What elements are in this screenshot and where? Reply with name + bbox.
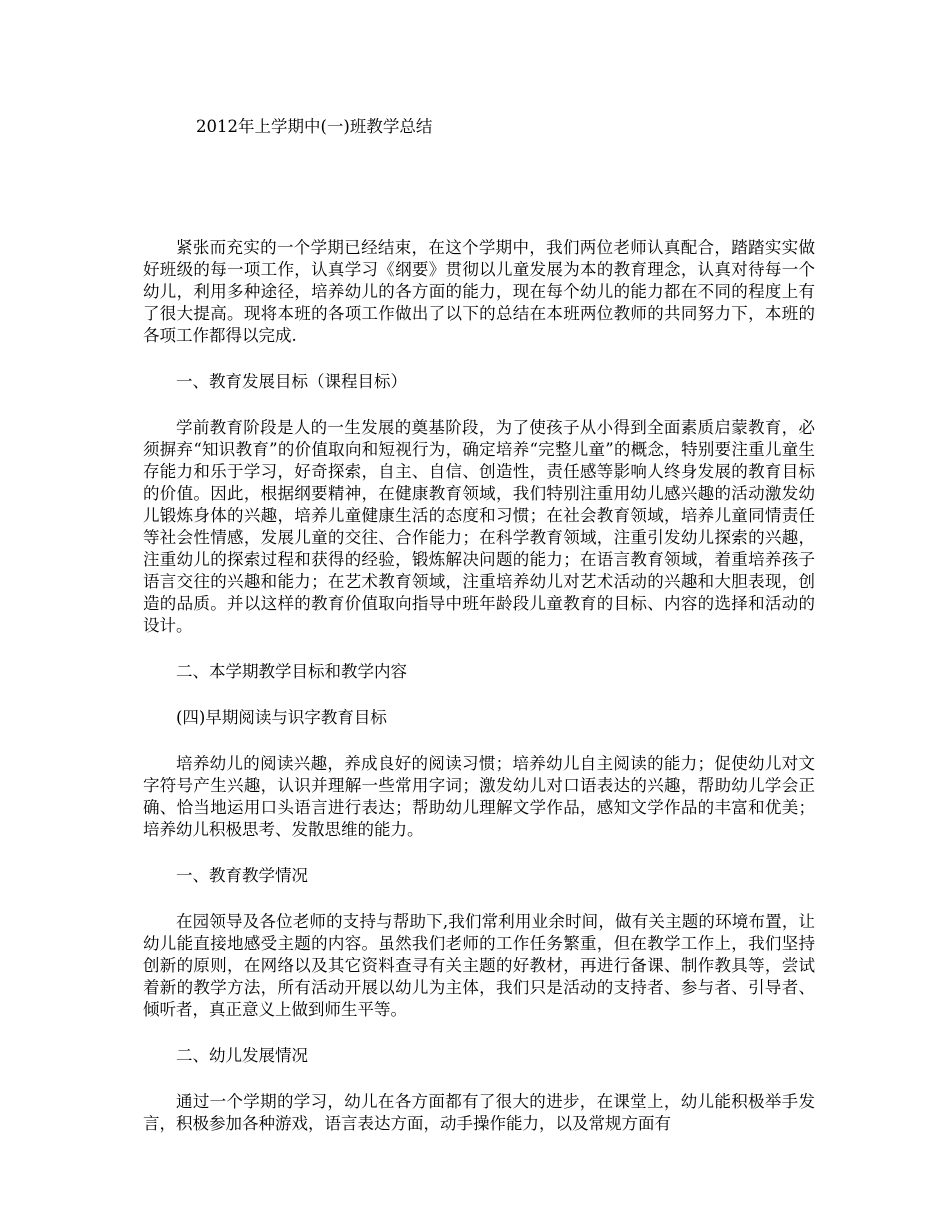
education-goals-paragraph: 学前教育阶段是人的一生发展的奠基阶段，为了使孩子从小得到全面素质启蒙教育，必须摒弃“知识教育”的价值取向和短视行为，确定培养“完整儿童”的概念，特别要注重儿童生存能力和乐于学习，好奇探索，自主、自信、创造性，责任感等影响人终身发展的教育目标的价值。因此，根据纲要精神，在健康教育领域，我们特别注重用幼儿感兴趣的活动激发幼儿锻炼身体的兴趣，培养儿童健康生活的态度和习惯；在社会教育领域，培养儿童同情责任等社会性情感，发展儿童的交往、合作能力；在科学教育领域，注重引发幼儿探索的兴趣，注重幼儿的探索过程和获得的经验，锻炼解决问题的能力；在语言教育领域，着重培养孩子语言交往的兴趣和能力；在艺术教育领域，注重培养幼儿对艺术活动的兴趣和大胆表现，创造的品质。并以这样的教育价值取向指导中班年龄段儿童教育的目标、内容的选择和活动的设计。 [143, 418, 815, 635]
section-heading-child-development: 二、幼儿发展情况 [176, 1046, 308, 1065]
teaching-situation-paragraph: 在园领导及各位老师的支持与帮助下,我们常利用业余时间，做有关主题的环境布置，让幼儿能直接地感受主题的内容。虽然我们老师的工作任务繁重，但在教学工作上，我们坚持创新的原则，在网络以及其它资料查寻有关主题的好教材，再进行备课、制作教具等，尝试着新的教学方法，所有活动开展以幼儿为主体，我们只是活动的支持者、参与者、引导者、倾听者，真正意义上做到师生平等。 [143, 912, 815, 1019]
section-heading-education-goals: 一、教育发展目标（课程目标） [176, 372, 407, 391]
section-heading-teaching-goals: 二、本学期教学目标和教学内容 [176, 662, 407, 681]
section-heading-teaching-situation: 一、教育教学情况 [176, 866, 308, 885]
early-reading-paragraph: 培养幼儿的阅读兴趣，养成良好的阅读习惯；培养幼儿自主阅读的能力；促使幼儿对文字符号产生兴趣，认识并理解一些常用字词；激发幼儿对口语表达的兴趣，帮助幼儿学会正确、恰当地运用口头语言进行表达；帮助幼儿理解文学作品，感知文学作品的丰富和优美；培养幼儿积极思考、发散思维的能力。 [143, 754, 815, 839]
intro-paragraph: 紧张而充实的一个学期已经结束，在这个学期中，我们两位老师认真配合，踏踏实实做好班级的每一项工作，认真学习《纲要》贯彻以儿童发展为本的教育理念，认真对待每一个幼儿，利用多种途径，培养幼儿的各方面的能力，现在每个幼儿的能力都在不同的程度上有了很大提高。现将本班的各项工作做出了以下的总结在本班两位教师的共同努力下，本班的各项工作都得以完成. [143, 238, 815, 345]
child-development-paragraph: 通过一个学期的学习，幼儿在各方面都有了很大的进步，在课堂上，幼儿能积极举手发言，积极参加各种游戏，语言表达方面，动手操作能力，以及常规方面有 [143, 1092, 815, 1133]
subheading-early-reading: (四)早期阅读与识字教育目标 [176, 708, 387, 727]
document-title: 2012年上学期中(一)班教学总结 [196, 117, 433, 136]
document-body [143, 237, 815, 1159]
